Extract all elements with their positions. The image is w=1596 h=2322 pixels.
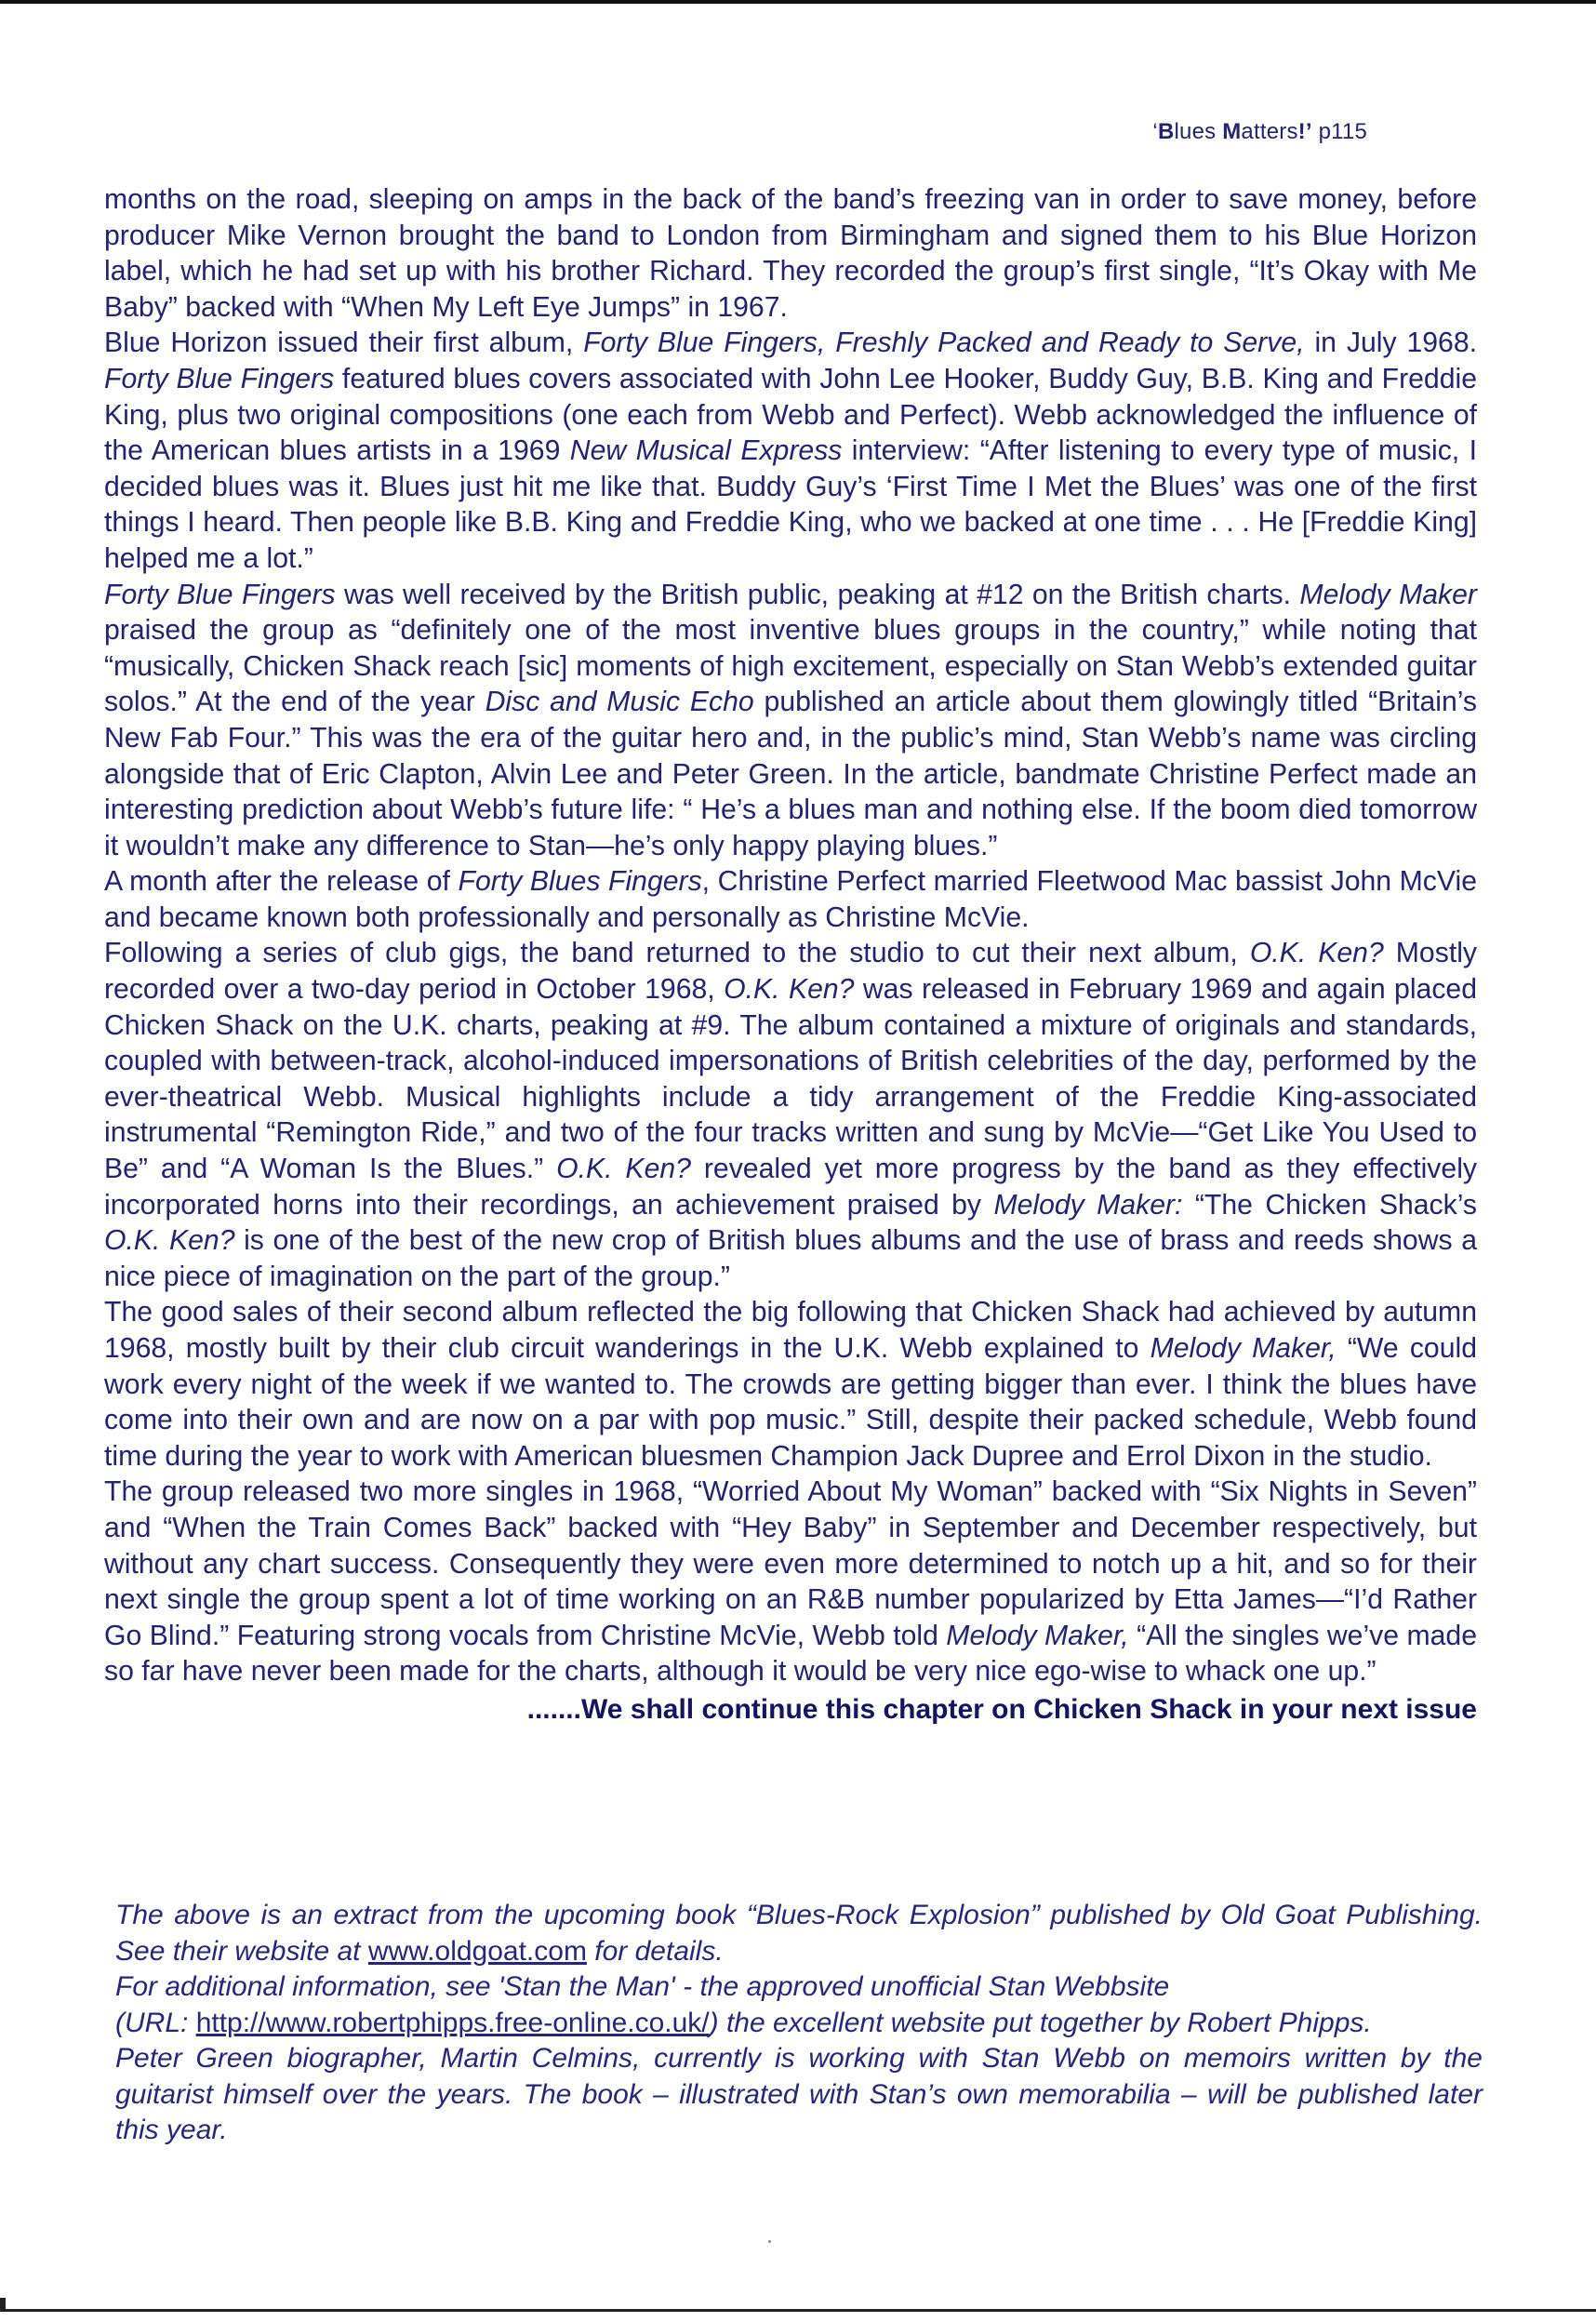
paragraph-1: months on the road, sleeping on amps in the back of the band’s freezing van in order to save money, before producer Mike Vernon brought the band to London from Birmingham and signed them to his Blue Horizon label, which he had set up with his brother Richard. They recorded the group’s first single, “It’s Okay with Me Baby” backed with “When My Left Eye Jumps” in 1967.: [104, 184, 1477, 323]
paragraph-6: The good sales of their second album reflected the big following that Chicken Shack had achieved by autumn 1968, mostly built by their club circuit wanderings in the U.K. Webb explained to Melody Maker, “We could work every night of the week if we wanted to. The crowds are getting bigger than ever. I think the blues have come into their own and are now on a par with pop music.” Still, despite their packed schedule, Webb found time during the year to work with American bluesmen Champion Jack Dupree and Errol Dixon in the studio.: [104, 1297, 1477, 1472]
paragraph-3: Forty Blue Fingers was well received by the British public, peaking at #12 on the British charts. Melody Maker praised the group as “definitely one of the most inventive blues groups in the country,” while noting that “musically, Chicken Shack reach [sic] moments of high excitement, especially on Stan Webb’s extended guitar solos.” At the end of the year Disc and Music Echo published an article about them glowingly titled “Britain’s New Fab Four.” This was the era of the guitar hero and, in the public’s mind, Stan Webb’s name was circling alongside that of Eric Clapton, Alvin Lee and Peter Green. In the article, bandmate Christine Perfect made an interesting prediction about Webb’s future life: “ He’s a blues man and nothing else. If the boom died tomorrow it wouldn’t make any difference to Stan—he’s only happy playing blues.”: [104, 579, 1477, 861]
scan-speck: [768, 2240, 771, 2243]
bottom-edge-rule: [0, 2309, 1596, 2312]
magazine-name: ‘Blues Matters!’: [1152, 119, 1312, 144]
paragraph-7: The group released two more singles in 1968, “Worried About My Woman” backed with “Six Nights in Seven” and “When the Train Comes Back” backed with “Hey Baby” in September and December respectively, but without any chart success. Consequently they were even more determined to notch up a hit, and so for their next single the group spent a lot of time working on an R&B number popularized by Etta James—“I’d Rather Go Blind.” Featuring strong vocals from Christine McVie, Webb told Melody Maker, “All the singles we’ve made so far have never been made for the charts, although it would be very nice ego-wise to whack one up.”: [104, 1476, 1478, 1688]
note-source: The above is an extract from the upcoming book “Blues-Rock Explosion” published by Old Goat Publishing. See their website at www.oldgoat.com for details.: [115, 1900, 1483, 1967]
paragraph-2: Blue Horizon issued their first album, Forty Blue Fingers, Freshly Packed and Ready to Serve, in July 1968. Forty Blue Fingers featured blues covers associated with John Lee Hooker, Buddy Guy, B.B. King and Freddie King, plus two original compositions (one each from Webb and Perfect). Webb acknowledged the influence of the American blues artists in a 1969 New Musical Express interview: “After listening to every type of music, I decided blues was it. Blues just hit me like that. Buddy Guy’s ‘First Time I Met the Blues’ was one of the first things I heard. Then people like B.B. King and Freddie King, who we backed at one time . . . He [Freddie King] helped me a lot.”: [104, 327, 1478, 574]
article-body: [104, 182, 1477, 1728]
continued-notice: .......We shall continue this chapter on Chicken Shack in your next issue: [526, 1693, 1477, 1725]
robertphipps-link[interactable]: http://www.robertphipps.free-online.co.uk/: [195, 2007, 710, 2038]
running-header: [1152, 119, 1367, 145]
paragraph-4: A month after the release of Forty Blues Fingers, Christine Perfect married Fleetwood Mac bassist John McVie and became known both professionally and personally as Christine McVie.: [104, 866, 1477, 933]
oldgoat-link[interactable]: www.oldgoat.com: [367, 1935, 587, 1967]
paragraph-5: Following a series of club gigs, the band returned to the studio to cut their next album, O.K. Ken? Mostly recorded over a two-day period in October 1968, O.K. Ken? was released in February 1969 and again placed Chicken Shack on the U.K. charts, peaking at #9. The album contained a mixture of originals and standards, coupled with between-track, alcohol-induced impersonations of British celebrities of the day, performed by the ever-theatrical Webb. Musical highlights include a tidy arrangement of the Freddie King-associated instrumental “Remington Ride,” and two of the four tracks written and sung by McVie—“Get Like You Used to Be” and “A Woman Is the Blues.” O.K. Ken? revealed yet more progress by the band as they effectively incorporated horns into their recordings, an achievement praised by Melody Maker: “The Chicken Shack’s O.K. Ken? is one of the best of the new crop of British blues albums and the use of brass and reeds shows a nice piece of imagination on the part of the group.”: [104, 938, 1478, 1292]
page-number: p115: [1311, 119, 1367, 144]
note-additional-info: For additional information, see 'Stan the Man' - the approved unofficial Stan Webbsite: [115, 1971, 1170, 2002]
editor-note: [115, 1898, 1483, 2149]
top-edge-rule: [0, 0, 1596, 4]
note-url: (URL: http://www.robertphipps.free-online.co.uk/) the excellent website put together by Robert Phipps.: [115, 2007, 1372, 2038]
note-memoirs: Peter Green biographer, Martin Celmins, currently is working with Stan Webb on memoirs written by the guitarist himself over the years. The book – illustrated with Stan’s own memorabilia – will be published later this year.: [115, 2043, 1483, 2145]
